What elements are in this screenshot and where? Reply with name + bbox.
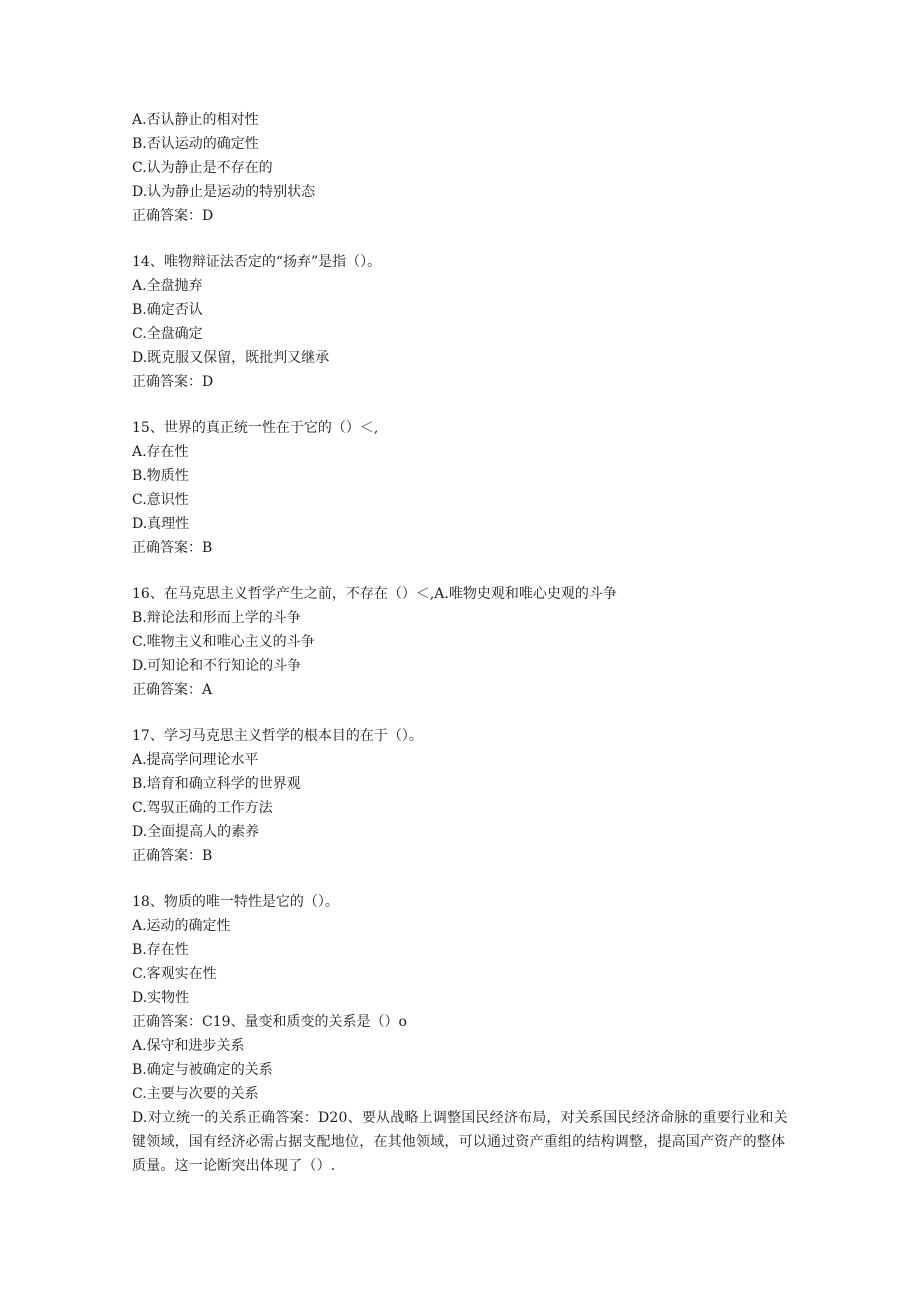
question-text: 18、物质的唯一特性是它的（）。 [132, 894, 339, 910]
question-text: 17、学习马克思主义哲学的根本目的在于（）。 [132, 728, 423, 744]
option-a: A.保守和进步关系 [132, 1038, 245, 1054]
question-text: 16、在马克思主义哲学产生之前，不存在（）＜,A.唯物史观和唯心史观的斗争 [132, 586, 617, 602]
option-a: A.存在性 [132, 444, 189, 460]
option-c: C.客观实在性 [132, 966, 217, 982]
option-b: B.存在性 [132, 942, 189, 958]
question-text: 14、唯物辩证法否定的“扬弃”是指（）。 [132, 254, 382, 270]
option-c: C.主要与次要的关系 [132, 1086, 259, 1102]
question-14 [132, 250, 792, 394]
option-d: D.既克服又保留，既批判又继承 [132, 350, 330, 366]
option-d: D.全面提高人的素养 [132, 824, 260, 840]
option-c: C.认为静止是不存在的 [132, 160, 273, 176]
question-17 [132, 724, 792, 868]
option-b: B.辩论法和形而上学的斗争 [132, 610, 301, 626]
option-c: C.唯物主义和唯心主义的斗争 [132, 634, 315, 650]
answer: 正确答案：D [132, 374, 214, 390]
option-b: B.培育和确立科学的世界观 [132, 776, 301, 792]
option-b: B.否认运动的确定性 [132, 136, 259, 152]
question-13 [132, 108, 792, 228]
question-19 [132, 1034, 792, 1178]
option-a: A.提高学问理论水平 [132, 752, 259, 768]
option-d: D.实物性 [132, 990, 190, 1006]
question-15 [132, 416, 792, 560]
option-c: C.驾驭正确的工作方法 [132, 800, 273, 816]
question-20-paragraph: D.对立统一的关系正确答案：D20、要从战略上调整国民经济布局，对关系国民经济命脉的重要行业和关键领域，国有经济必需占据支配地位，在其他领域，可以通过资产重组的结构调整，提高国产资产的整体质量。这一论断突出体现了（）. [132, 1110, 788, 1174]
answer: 正确答案：B [132, 848, 213, 864]
option-a: A.全盘抛弃 [132, 278, 203, 294]
option-b: B.确定与被确定的关系 [132, 1062, 273, 1078]
option-d: D.认为静止是运动的特别状态 [132, 184, 316, 200]
option-d: D.真理性 [132, 516, 190, 532]
option-a: A.否认静止的相对性 [132, 112, 259, 128]
answer: 正确答案：C19、量变和质变的关系是（）o [132, 1014, 407, 1030]
answer: 正确答案：A [132, 682, 213, 698]
answer: 正确答案：B [132, 540, 213, 556]
option-b: B.确定否认 [132, 302, 203, 318]
option-b: B.物质性 [132, 468, 189, 484]
question-18 [132, 890, 792, 1034]
document-page [132, 108, 792, 1178]
question-16 [132, 582, 792, 702]
option-c: C.意识性 [132, 492, 189, 508]
option-d: D.可知论和不行知论的斗争 [132, 658, 302, 674]
answer: 正确答案：D [132, 208, 214, 224]
option-c: C.全盘确定 [132, 326, 203, 342]
option-a: A.运动的确定性 [132, 918, 231, 934]
question-text: 15、世界的真正统一性在于它的（）＜, [132, 420, 379, 436]
